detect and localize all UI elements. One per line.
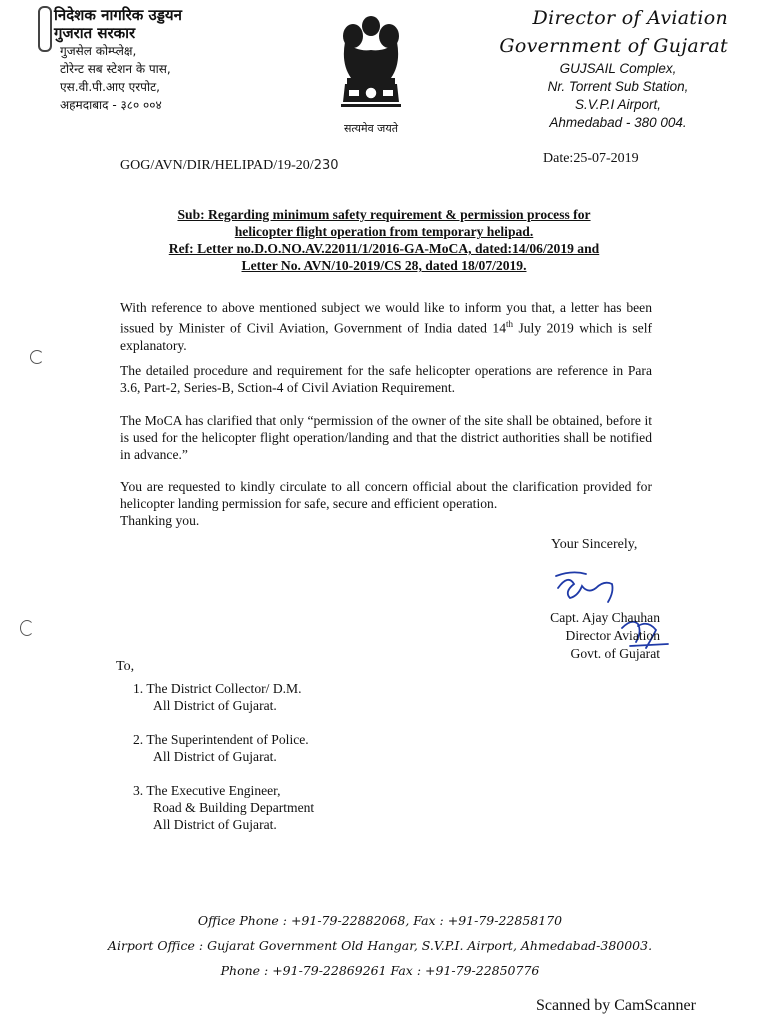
english-address-line: Ahmedabad - 380 004. — [549, 115, 687, 130]
recipient-line: All District of Gujarat. — [153, 817, 277, 832]
letter-date: Date:25-07-2019 — [543, 151, 639, 166]
english-letterhead — [478, 4, 728, 132]
english-title-2: Government of Gujarat — [499, 35, 728, 57]
hindi-address-line: टोरेन्ट सब स्टेशन के पास, — [60, 62, 171, 76]
recipient-line: All District of Gujarat. — [153, 749, 277, 764]
english-address-line: Nr. Torrent Sub Station, — [547, 79, 689, 94]
english-address-line: GUJSAIL Complex, — [559, 61, 677, 76]
list-item — [133, 782, 314, 833]
scan-mark — [30, 350, 44, 364]
hindi-address — [40, 42, 220, 114]
recipient-number: 1. — [133, 681, 144, 696]
recipient-line: Road & Building Department — [153, 800, 315, 815]
list-item — [133, 731, 314, 765]
signatory-block — [520, 609, 660, 663]
reference-handwritten: 230 — [313, 158, 339, 173]
paragraph-4-text: You are requested to kindly circulate to all concern official about the clarification provided for helicopter landing permission for safe, secure and efficient operation. — [120, 479, 652, 511]
recipient-line: The District Collector/ D.M. — [146, 681, 302, 696]
recipient-line: The Executive Engineer, — [146, 783, 281, 798]
subject-line: helicopter flight operation from temporary helipad. — [234, 224, 534, 239]
recipient-line: All District of Gujarat. — [153, 698, 277, 713]
to-label: To, — [116, 659, 135, 674]
footer-address-line: Airport Office : Gujarat Government Old Hangar, S.V.P.I. Airport, Ahmedabad-380003. — [107, 938, 653, 953]
hindi-address-line: अहमदाबाद - ३८० ००४ — [60, 98, 162, 112]
footer-phone-fax-line: Phone : +91-79-22869261 Fax : +91-79-22850776 — [220, 963, 540, 978]
english-title-1: Director of Aviation — [532, 7, 728, 29]
emblem-motto: सत्यमेव जयते — [343, 122, 398, 135]
scan-mark — [20, 620, 34, 636]
paragraph-1-text-end: July 2019 which is self explanatory. — [120, 320, 652, 353]
signatory-name: Capt. Ajay Chauhan — [550, 610, 660, 625]
list-item — [133, 680, 314, 714]
closing: Your Sincerely, — [551, 537, 638, 552]
hindi-letterhead — [40, 6, 220, 114]
footer-phone-line: Office Phone : +91-79-22882068, Fax : +91-79-22858170 — [197, 913, 563, 928]
recipient-line: The Superintendent of Police. — [146, 732, 309, 747]
recipient-number: 2. — [133, 732, 144, 747]
national-emblem — [326, 12, 416, 135]
reference-number — [120, 158, 339, 174]
hindi-title-1: निदेशक नागरिक उड्डयन — [54, 6, 182, 24]
english-address — [518, 60, 768, 132]
reference-number-text: GOG/AVN/DIR/HELIPAD/19-20/ — [120, 158, 314, 173]
signatory-org: Govt. of Gujarat — [570, 646, 660, 661]
hindi-address-line: गुजसेल कोम्प्लेक्ष, — [60, 44, 137, 58]
paragraph-1-text: With reference to above mentioned subject we would like to inform you that, a letter has been issued by Minister of Civil Aviation, Government of India dated 14 — [120, 300, 652, 336]
subject-block — [120, 206, 648, 274]
signatory-title: Director Aviation — [565, 628, 660, 643]
subject-line: Sub: Regarding minimum safety requirement & permission process for — [177, 207, 591, 222]
lion-capital-icon — [331, 12, 411, 116]
ordinal-suffix: th — [506, 319, 514, 329]
paragraph-4 — [120, 478, 652, 529]
paragraph-2: The detailed procedure and requirement for the safe helicopter operations are reference in Para 3.6, Part-2, Series-B, Sction-4 of Civil Aviation Requirement. — [120, 363, 652, 395]
paragraph-1 — [120, 299, 652, 354]
letterhead-footer — [40, 908, 720, 983]
reference-line: Ref: Letter no.D.O.NO.AV.22011/1/2016-GA-MoCA, dated:14/06/2019 and — [168, 241, 600, 256]
paragraph-3: The MoCA has clarified that only “permission of the owner of the site shall be obtained, before it is used for the helicopter flight operation/landing and that the district authorities shall be notified in advance.” — [120, 413, 652, 462]
reference-line: Letter No. AVN/10-2019/CS 28, dated 18/07/2019. — [241, 258, 527, 273]
recipient-number: 3. — [133, 783, 144, 798]
recipient-list — [133, 680, 314, 850]
english-address-line: S.V.P.I Airport, — [574, 97, 662, 112]
hindi-title-2: गुजरात सरकार — [54, 24, 136, 42]
scanner-watermark: Scanned by CamScanner — [536, 997, 696, 1014]
thanking-line: Thanking you. — [120, 513, 200, 528]
hindi-address-line: एस.वी.पी.आए एरपोट, — [60, 80, 160, 94]
